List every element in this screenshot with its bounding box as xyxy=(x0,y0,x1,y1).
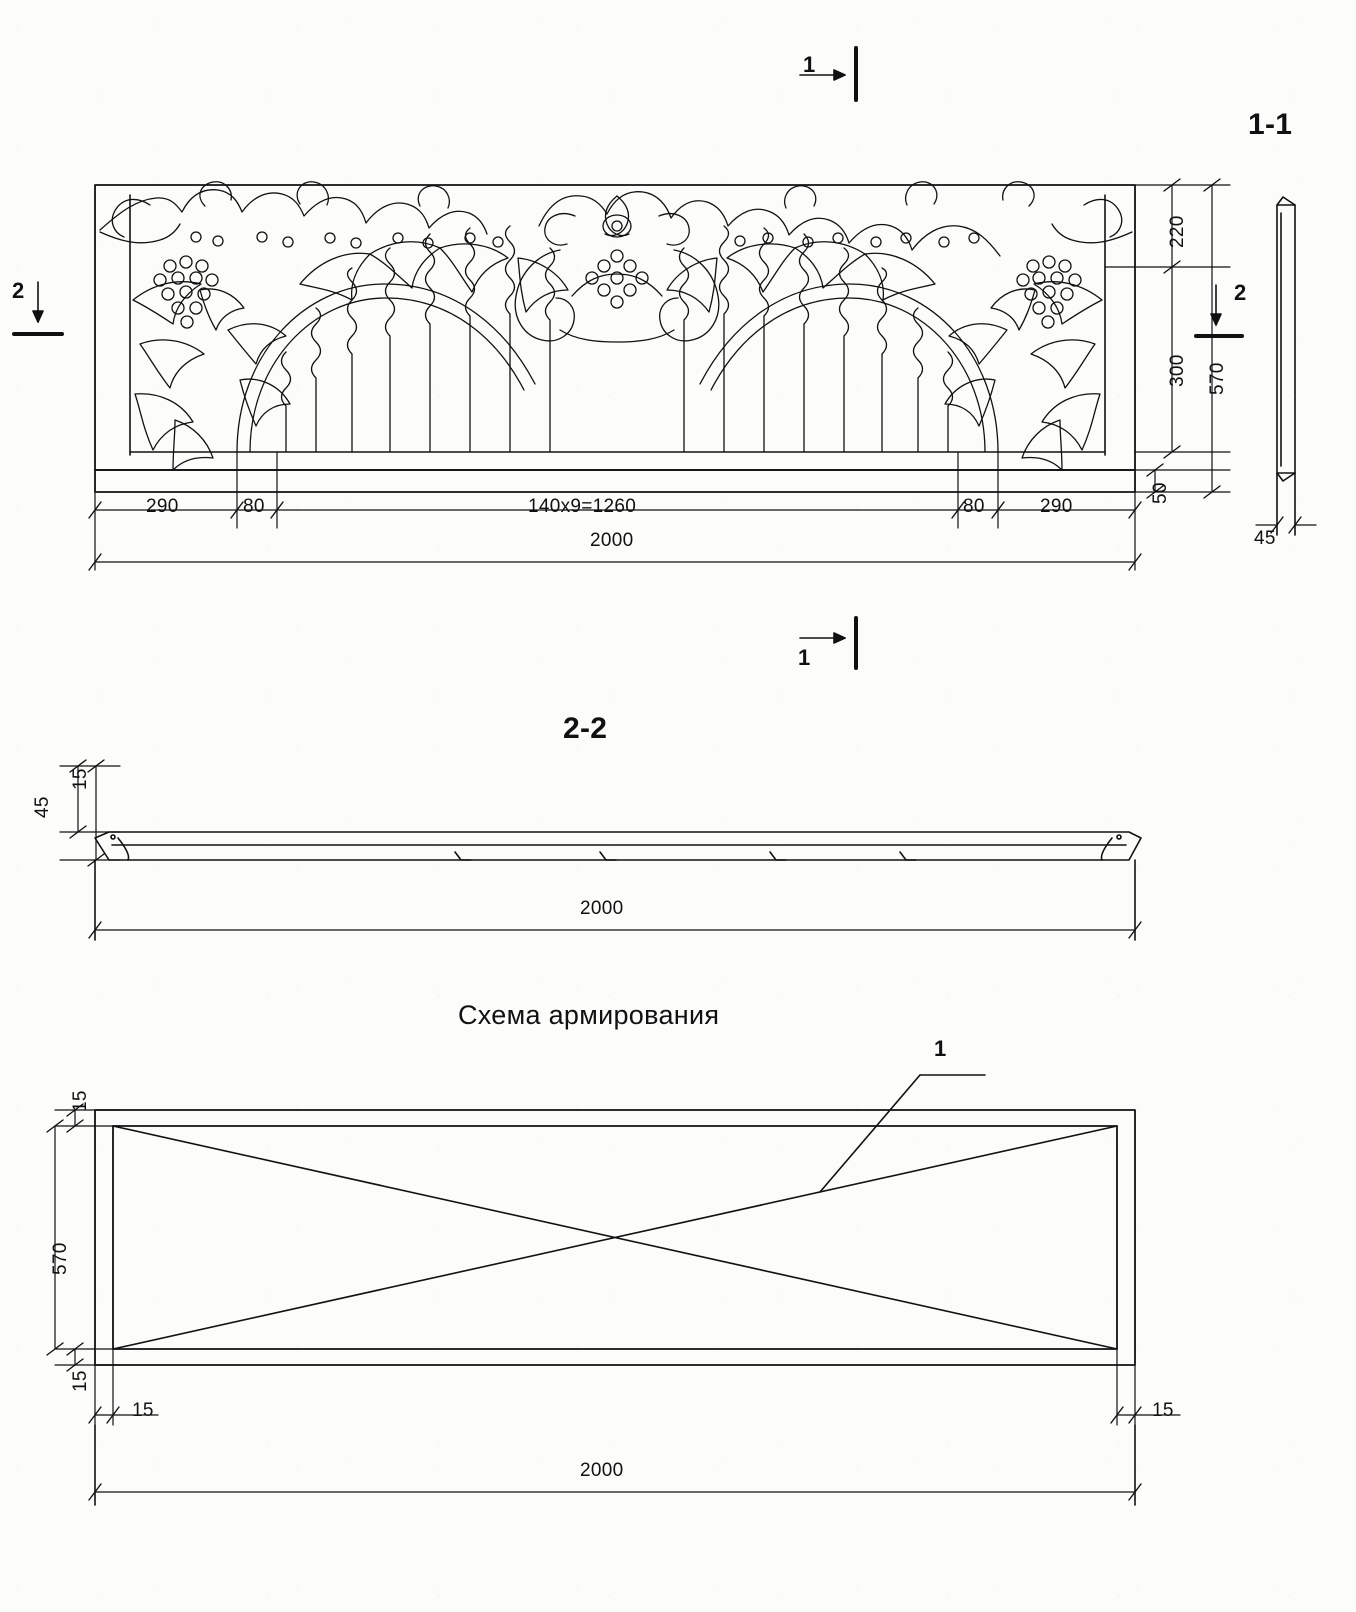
dim-2-2-15: 15 xyxy=(70,768,91,790)
dim-rebar-top-15: 15 xyxy=(70,1090,91,1112)
dim-rebar-inset-left-15: 15 xyxy=(132,1400,154,1421)
dim-thickness-45: 45 xyxy=(1254,528,1276,549)
view-title-1-1: 1-1 xyxy=(1248,108,1293,141)
dim-290-left: 290 xyxy=(146,496,179,517)
dim-80-right: 80 xyxy=(963,496,985,517)
page-title: Схема армирования xyxy=(458,1000,720,1030)
ornament-top-band xyxy=(100,182,1132,256)
position-callout-1: 1 xyxy=(934,1036,947,1061)
ornament-corner-right xyxy=(945,256,1102,470)
ornament-corner-left xyxy=(133,256,290,470)
dim-50: 50 xyxy=(1150,482,1171,504)
dim-220: 220 xyxy=(1167,215,1188,248)
section-mark-2-right-label: 2 xyxy=(1234,280,1247,305)
dim-front-overall-2000: 2000 xyxy=(590,530,634,551)
dim-rebar-inset-right-15: 15 xyxy=(1152,1400,1174,1421)
section-mark-2-left-label: 2 xyxy=(12,278,25,303)
dim-570: 570 xyxy=(1207,362,1228,395)
dim-290-right: 290 xyxy=(1040,496,1073,517)
dim-300: 300 xyxy=(1167,354,1188,387)
dim-80-left: 80 xyxy=(243,496,265,517)
dim-140x9: 140x9=1260 xyxy=(528,496,637,517)
ornament-center-rosette xyxy=(515,196,719,342)
dim-rebar-overall-2000: 2000 xyxy=(580,1460,624,1481)
dim-2-2-45: 45 xyxy=(32,796,53,818)
ornament-arch-rope xyxy=(237,226,998,452)
dim-2-2-overall-2000: 2000 xyxy=(580,898,624,919)
view-1-1-side xyxy=(1256,197,1316,535)
dim-rebar-bottom-15: 15 xyxy=(70,1370,91,1392)
section-mark-1-top-label: 1 xyxy=(803,52,816,77)
reinforcement-scheme xyxy=(47,1075,1180,1505)
view-title-2-2: 2-2 xyxy=(563,712,608,745)
section-mark-1-middle-label: 1 xyxy=(798,645,811,670)
dim-rebar-570: 570 xyxy=(50,1242,71,1275)
